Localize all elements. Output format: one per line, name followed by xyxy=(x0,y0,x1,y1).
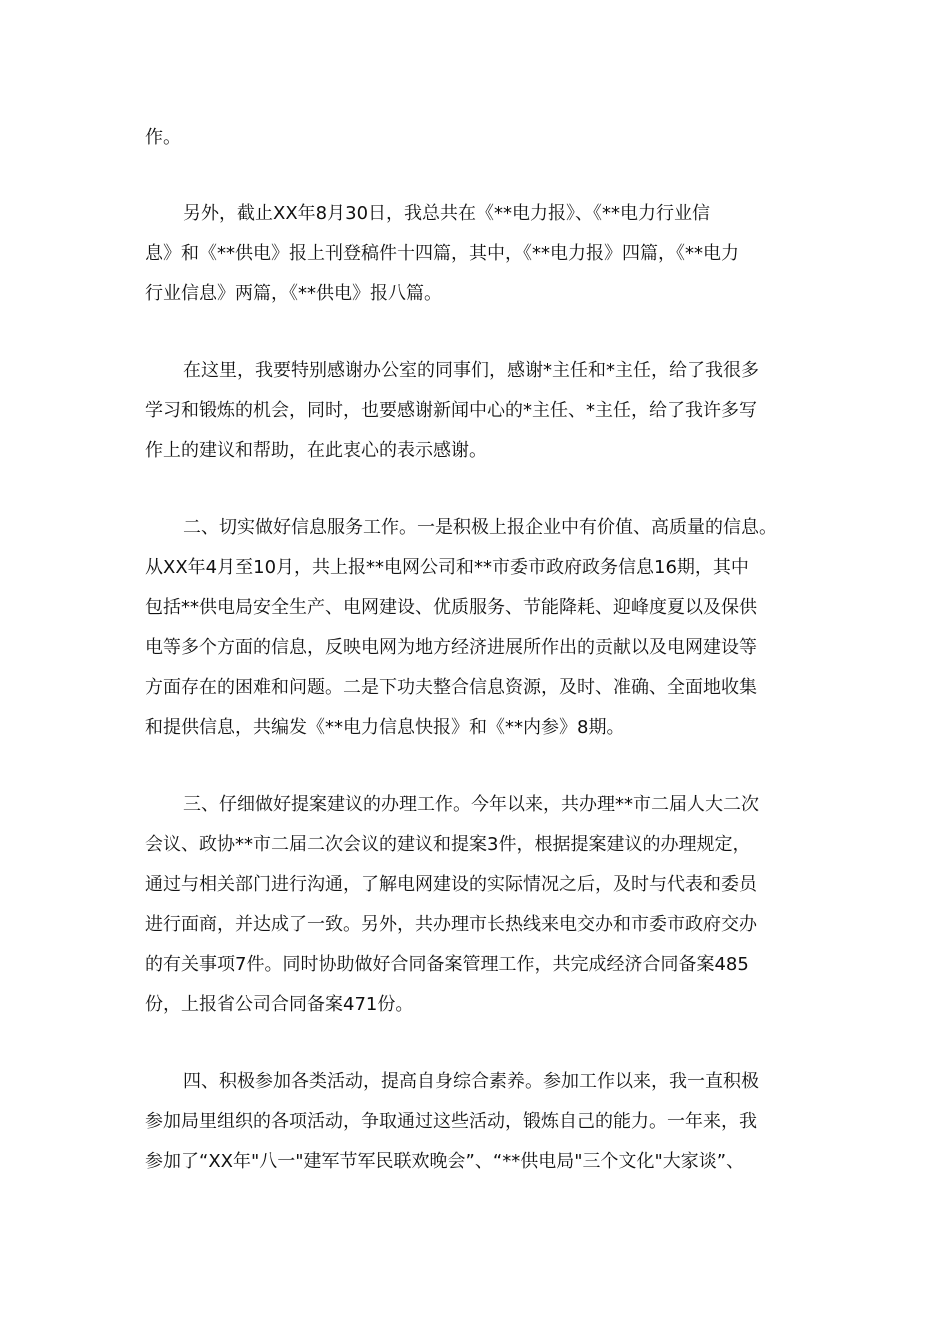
text-line: 作上的建议和帮助，在此衷心的表示感谢。 xyxy=(145,440,487,461)
text-line: 参加局里组织的各项活动，争取通过这些活动，锻炼自己的能力。一年来，我 xyxy=(145,1111,757,1132)
text-line: 二、切实做好信息服务工作。一是积极上报企业中有价值、高质量的信息。 xyxy=(183,517,777,538)
text-line: 学习和锻炼的机会，同时，也要感谢新闻中心的*主任、*主任，给了我许多写 xyxy=(145,400,757,421)
text-line: 行业信息》两篇，《**供电》报八篇。 xyxy=(145,283,442,304)
text-line: 份，上报省公司合同备案471份。 xyxy=(145,994,414,1015)
text-line: 和提供信息，共编发《**电力信息快报》和《**内参》8期。 xyxy=(145,717,625,738)
text-line: 电等多个方面的信息，反映电网为地方经济进展所作出的贡献以及电网建设等 xyxy=(145,637,757,658)
text-line: 作。 xyxy=(145,127,181,148)
text-line: 息》和《**供电》报上刊登稿件十四篇，其中，《**电力报》四篇，《**电力 xyxy=(145,243,739,264)
text-line: 在这里，我要特别感谢办公室的同事们，感谢*主任和*主任，给了我很多 xyxy=(183,360,759,381)
text-line: 的有关事项7件。同时协助做好合同备案管理工作，共完成经济合同备案485 xyxy=(145,954,749,975)
text-line: 另外，截止XX年8月30日，我总共在《**电力报》、《**电力行业信 xyxy=(183,203,711,224)
text-line: 四、积极参加各类活动，提高自身综合素养。参加工作以来，我一直积极 xyxy=(183,1071,759,1092)
text-line: 进行面商，并达成了一致。另外，共办理市长热线来电交办和市委市政府交办 xyxy=(145,914,757,935)
text-line: 参加了“XX年"八一"建军节军民联欢晚会”、“**供电局"三个文化"大家谈”、 xyxy=(145,1151,745,1172)
text-line: 从XX年4月至10月，共上报**电网公司和**市委市政府政务信息16期，其中 xyxy=(145,557,749,578)
text-line: 包括**供电局安全生产、电网建设、优质服务、节能降耗、迎峰度夏以及保供 xyxy=(145,597,757,618)
text-line: 三、仔细做好提案建议的办理工作。今年以来，共办理**市二届人大二次 xyxy=(183,794,759,815)
text-line: 会议、政协**市二届二次会议的建议和提案3件，根据提案建议的办理规定， xyxy=(145,834,751,855)
text-line: 方面存在的困难和问题。二是下功夫整合信息资源，及时、准确、全面地收集 xyxy=(145,677,757,698)
text-line: 通过与相关部门进行沟通，了解电网建设的实际情况之后，及时与代表和委员 xyxy=(145,874,757,895)
